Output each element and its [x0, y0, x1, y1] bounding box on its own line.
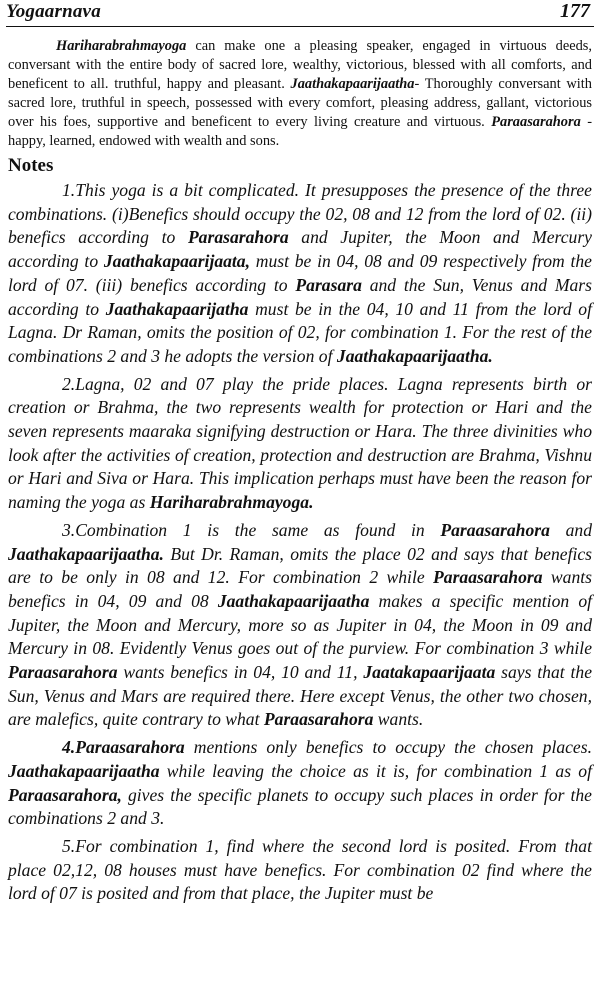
note-text: 3.Combination 1 is the same as found in — [62, 519, 441, 540]
source-name: Jaathakapaarijaatha — [8, 760, 160, 781]
page-header — [6, 0, 594, 27]
note-text: But Dr. Raman, omits the place 02 and says that benefics are to be only in 08 and 12. For combination 2 while — [8, 543, 592, 588]
note-3 — [8, 519, 592, 732]
source-name: Paraasarahora — [440, 519, 550, 540]
note-4 — [8, 736, 592, 831]
notes-heading: Notes — [8, 155, 54, 176]
note-1 — [8, 179, 592, 369]
note-text: and Jupiter, the Moon and Mercury according to — [8, 227, 592, 272]
note-text: 1.This yoga is a bit complicated. It presupposes the presence of the three combinations. (i)Benefics should occupy the 02, 08 and 12 from the lord of 02. (ii) benefics according to — [8, 180, 592, 248]
note-text: and the Sun, Venus and Mars according to — [8, 274, 592, 319]
source-name: Parasarahora — [187, 227, 289, 248]
source-name: Jaathakapaarijatha — [105, 298, 249, 319]
note-text: says that the Sun, Venus and Mars are required there. Here except Venus, the other two chosen, are malefics, quite contrary to what — [8, 662, 592, 730]
source-name: Parasara — [295, 274, 362, 295]
note-text: makes a specific mention of Jupiter, the Moon and Mercury, more so as Jupiter in 04, the Moon in 09 and Mercury in 08. Evidently Venus goes out of the purview. For combination 3 while — [8, 590, 593, 659]
note-text: while leaving the choice as it is, for combination 1 as of — [159, 760, 592, 781]
source-name: Jaathakapaarijaatha. — [8, 543, 164, 564]
page-number: 177 — [560, 0, 590, 22]
yoga-name: Hariharabrahmayoga. — [149, 492, 314, 513]
summary-text: - Thoroughly conversant with sacred lore, truthful in speech, possessed with every comfort, pleasing address, gallant, victorious over his foes, supportive and beneficent to every living creature and virtuous. — [8, 76, 592, 130]
source-name: 4.Paraasarahora — [62, 737, 185, 758]
source-name: Jaathakapaarijaatha — [290, 76, 415, 92]
running-title: Yogaarnava — [6, 1, 101, 22]
note-5 — [8, 835, 592, 906]
note-text: must be in the 04, 10 and 11 from the lord of Lagna. Dr Raman, omits the position of 02, for combination 1. For the rest of the combinations 2 and 3 he adopts the version of — [8, 298, 592, 366]
source-name: Paraasarahora — [433, 567, 543, 588]
note-text: gives the specific planets to occupy such places in order for the combinations 2 and 3. — [8, 784, 592, 829]
source-name: Paraasarahora — [263, 709, 374, 730]
summary-text: can make one a pleasing speaker, engaged in virtuous deeds, conversant with the entire body of sacred lore, wealthy, victorious, blessed with all comforts, and beneficent to all. truthful, happy and pleasant. — [8, 38, 592, 92]
yoga-name: Hariharabrahmayoga — [56, 38, 187, 54]
summary-paragraph — [8, 37, 592, 151]
note-text: wants benefics in 04, 10 and 11, — [117, 662, 364, 683]
note-text: 2.Lagna, 02 and 07 play the pride places. Lagna represents birth or creation or Brahma, the two represents wealth for protection or Hari and the seven represents maaraka signifying destruction or Hara. The three divinities who look after the activities of creation, protection and destruction are Brahma, Vishnu or Hari and Siva or Hara. This implication perhaps must have been the reason for naming the yoga as — [8, 373, 592, 513]
note-2 — [8, 373, 592, 515]
summary-text: - happy, learned, endowed with wealth and sons. — [8, 114, 593, 149]
source-name: Paraasarahora — [491, 114, 581, 130]
source-name: Jaathakapaarijaatha — [217, 590, 370, 611]
note-text: mentions only benefics to occupy the chosen places. — [184, 737, 592, 758]
note-text: and — [549, 519, 592, 540]
source-name: Paraasarahora, — [8, 784, 122, 805]
note-text: must be in 04, 08 and 09 respectively from the lord of 07. (iii) benefics according to — [8, 251, 592, 295]
source-name: Jaatakapaarijaata — [363, 662, 496, 683]
source-name: Paraasarahora — [8, 662, 118, 683]
note-text: wants. — [373, 709, 424, 730]
source-name: Jaathakapaarijaatha. — [336, 345, 493, 366]
note-text: 5.For combination 1, find where the second lord is posited. From that place 02,12, 08 houses must have benefics. For combination 02 find where the lord of 07 is posited and from that place, the Jupiter must be — [8, 835, 592, 904]
note-text: wants benefics in 04, 09 and 08 — [8, 567, 592, 611]
source-name: Jaathakapaarijaata, — [103, 251, 251, 272]
